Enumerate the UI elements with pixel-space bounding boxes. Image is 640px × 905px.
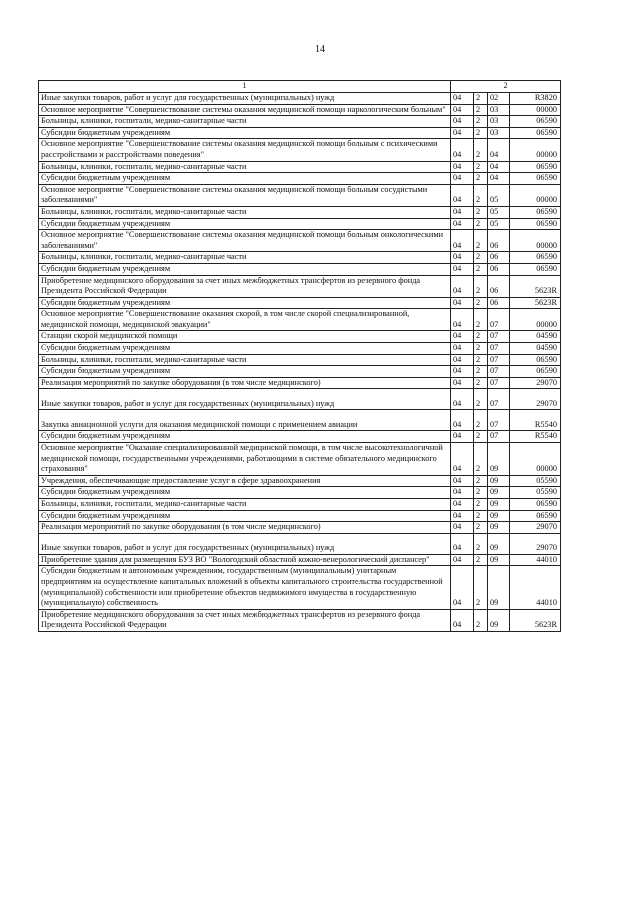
code-1: 04 xyxy=(451,366,474,378)
code-1: 04 xyxy=(451,343,474,355)
code-2: 2 xyxy=(474,343,488,355)
code-3: 09 xyxy=(488,510,510,522)
row-name: Основное мероприятие "Совершенствование системы оказания медицинской помощи наркологическим больным" xyxy=(39,104,451,116)
code-4: 29070 xyxy=(510,389,561,410)
code-3: 06 xyxy=(488,252,510,264)
code-3: 06 xyxy=(488,230,510,252)
code-3: 09 xyxy=(488,566,510,609)
code-4: 06590 xyxy=(510,366,561,378)
row-name: Субсидии бюджетным учреждениям xyxy=(39,127,451,139)
code-2: 2 xyxy=(474,431,488,443)
code-3: 07 xyxy=(488,354,510,366)
row-name: Закупка авиационной услуги для оказания медицинской помощи с применением авиации xyxy=(39,410,451,431)
code-2: 2 xyxy=(474,609,488,631)
code-2: 2 xyxy=(474,230,488,252)
table-row xyxy=(39,389,561,410)
header-codes: 2 xyxy=(451,81,561,93)
code-1: 04 xyxy=(451,161,474,173)
table-row xyxy=(39,104,561,116)
code-3: 06 xyxy=(488,263,510,275)
code-3: 09 xyxy=(488,533,510,554)
code-1: 04 xyxy=(451,331,474,343)
code-3: 04 xyxy=(488,139,510,161)
code-2: 2 xyxy=(474,297,488,309)
page-number: 14 xyxy=(315,44,325,55)
code-2: 2 xyxy=(474,139,488,161)
code-3: 03 xyxy=(488,104,510,116)
code-4: 44010 xyxy=(510,554,561,566)
table-row xyxy=(39,354,561,366)
row-name: Иные закупки товаров, работ и услуг для государственных (муниципальных) нужд xyxy=(39,93,451,105)
table-row xyxy=(39,297,561,309)
code-3: 07 xyxy=(488,377,510,389)
code-2: 2 xyxy=(474,554,488,566)
row-name: Иные закупки товаров, работ и услуг для государственных (муниципальных) нужд xyxy=(39,389,451,410)
code-3: 09 xyxy=(488,609,510,631)
code-2: 2 xyxy=(474,173,488,185)
code-2: 2 xyxy=(474,93,488,105)
row-name: Субсидии бюджетным учреждениям xyxy=(39,510,451,522)
code-1: 04 xyxy=(451,410,474,431)
table-row xyxy=(39,139,561,161)
code-4: 06590 xyxy=(510,354,561,366)
budget-table xyxy=(38,80,561,632)
table-row xyxy=(39,252,561,264)
code-1: 04 xyxy=(451,263,474,275)
table-row xyxy=(39,554,561,566)
code-4: 06590 xyxy=(510,263,561,275)
code-3: 07 xyxy=(488,389,510,410)
table-row xyxy=(39,443,561,476)
code-4: R3820 xyxy=(510,93,561,105)
code-4: 29070 xyxy=(510,377,561,389)
code-3: 06 xyxy=(488,297,510,309)
table-row xyxy=(39,116,561,128)
table-row xyxy=(39,522,561,534)
code-4: 06590 xyxy=(510,116,561,128)
code-4: 5623R xyxy=(510,275,561,297)
code-3: 03 xyxy=(488,127,510,139)
row-name: Субсидии бюджетным учреждениям xyxy=(39,173,451,185)
row-name: Больницы, клиники, госпитали, медико-санитарные части xyxy=(39,206,451,218)
code-1: 04 xyxy=(451,609,474,631)
code-3: 07 xyxy=(488,431,510,443)
table-row xyxy=(39,184,561,206)
row-name: Основное мероприятие "Совершенствование системы оказания медицинской помощи больным с психическими расстройствами и расстройствами поведения" xyxy=(39,139,451,161)
code-2: 2 xyxy=(474,389,488,410)
row-name: Субсидии бюджетным и автономным учреждениям, государственным (муниципальным) унитарным предприятиям на осуществление капитальных вложений в объекты капитального строительства государственной (муниципальной) собственности или приобретение объектов недвижимого имущества в государственную (муниципальную) собственность xyxy=(39,566,451,609)
code-4: 05590 xyxy=(510,487,561,499)
code-3: 07 xyxy=(488,309,510,331)
table-row xyxy=(39,431,561,443)
table-row xyxy=(39,475,561,487)
code-4: 29070 xyxy=(510,533,561,554)
row-name: Больницы, клиники, госпитали, медико-санитарные части xyxy=(39,116,451,128)
code-4: 04590 xyxy=(510,343,561,355)
code-1: 04 xyxy=(451,297,474,309)
code-4: 06590 xyxy=(510,510,561,522)
code-3: 05 xyxy=(488,184,510,206)
code-4: 06590 xyxy=(510,252,561,264)
table-row xyxy=(39,566,561,609)
table-row xyxy=(39,309,561,331)
table-row xyxy=(39,161,561,173)
code-1: 04 xyxy=(451,522,474,534)
table-row xyxy=(39,343,561,355)
code-2: 2 xyxy=(474,331,488,343)
code-4: 00000 xyxy=(510,309,561,331)
table-row xyxy=(39,230,561,252)
row-name: Субсидии бюджетным учреждениям xyxy=(39,263,451,275)
row-name: Субсидии бюджетным учреждениям xyxy=(39,431,451,443)
code-2: 2 xyxy=(474,443,488,476)
table-row xyxy=(39,510,561,522)
table-row xyxy=(39,377,561,389)
row-name: Приобретение медицинского оборудования за счет иных межбюджетных трансфертов из резервного фонда Президента Российской Федерации xyxy=(39,275,451,297)
code-1: 04 xyxy=(451,184,474,206)
row-name: Субсидии бюджетным учреждениям xyxy=(39,366,451,378)
row-name: Субсидии бюджетным учреждениям xyxy=(39,487,451,499)
table-body xyxy=(39,93,561,632)
code-3: 04 xyxy=(488,161,510,173)
table-row xyxy=(39,533,561,554)
code-4: 44010 xyxy=(510,566,561,609)
row-name: Реализация мероприятий по закупке оборудования (в том числе медицинского) xyxy=(39,522,451,534)
table-header-row xyxy=(39,81,561,93)
code-2: 2 xyxy=(474,522,488,534)
code-3: 07 xyxy=(488,331,510,343)
code-1: 04 xyxy=(451,554,474,566)
table-row xyxy=(39,206,561,218)
code-2: 2 xyxy=(474,104,488,116)
code-1: 04 xyxy=(451,499,474,511)
row-name: Больницы, клиники, госпитали, медико-санитарные части xyxy=(39,161,451,173)
code-3: 07 xyxy=(488,343,510,355)
code-2: 2 xyxy=(474,252,488,264)
code-4: R5540 xyxy=(510,431,561,443)
table-row xyxy=(39,263,561,275)
row-name: Иные закупки товаров, работ и услуг для государственных (муниципальных) нужд xyxy=(39,533,451,554)
row-name: Субсидии бюджетным учреждениям xyxy=(39,297,451,309)
code-2: 2 xyxy=(474,116,488,128)
code-4: 00000 xyxy=(510,230,561,252)
table-row xyxy=(39,173,561,185)
code-1: 04 xyxy=(451,252,474,264)
row-name: Основное мероприятие "Совершенствование системы оказания медицинской помощи больным онкологическими заболеваниями" xyxy=(39,230,451,252)
table-row xyxy=(39,275,561,297)
code-1: 04 xyxy=(451,206,474,218)
code-4: R5540 xyxy=(510,410,561,431)
code-2: 2 xyxy=(474,475,488,487)
header-description: 1 xyxy=(39,81,451,93)
row-name: Реализация мероприятий по закупке оборудования (в том числе медицинского) xyxy=(39,377,451,389)
code-1: 04 xyxy=(451,475,474,487)
row-name: Больницы, клиники, госпитали, медико-санитарные части xyxy=(39,354,451,366)
code-1: 04 xyxy=(451,230,474,252)
code-4: 06590 xyxy=(510,127,561,139)
code-1: 04 xyxy=(451,533,474,554)
code-2: 2 xyxy=(474,218,488,230)
row-name: Основное мероприятие "Оказание специализированной медицинской помощи, в том числе высокотехнологичной медицинской помощи, государственными учреждениями, работающими в системе обязательного медицинского страхования" xyxy=(39,443,451,476)
table-row xyxy=(39,127,561,139)
table-row xyxy=(39,609,561,631)
code-2: 2 xyxy=(474,533,488,554)
code-1: 04 xyxy=(451,487,474,499)
code-3: 09 xyxy=(488,499,510,511)
code-4: 00000 xyxy=(510,443,561,476)
row-name: Больницы, клиники, госпитали, медико-санитарные части xyxy=(39,499,451,511)
code-4: 5623R xyxy=(510,297,561,309)
code-2: 2 xyxy=(474,354,488,366)
row-name: Больницы, клиники, госпитали, медико-санитарные части xyxy=(39,252,451,264)
code-2: 2 xyxy=(474,184,488,206)
code-4: 5623R xyxy=(510,609,561,631)
code-2: 2 xyxy=(474,263,488,275)
table-row xyxy=(39,487,561,499)
code-4: 04590 xyxy=(510,331,561,343)
code-3: 06 xyxy=(488,275,510,297)
code-3: 09 xyxy=(488,475,510,487)
table-row xyxy=(39,331,561,343)
code-3: 05 xyxy=(488,218,510,230)
code-3: 04 xyxy=(488,173,510,185)
code-4: 06590 xyxy=(510,499,561,511)
code-4: 00000 xyxy=(510,104,561,116)
code-3: 09 xyxy=(488,522,510,534)
code-3: 09 xyxy=(488,554,510,566)
row-name: Учреждения, обеспечивающие предоставление услуг в сфере здравоохранения xyxy=(39,475,451,487)
code-2: 2 xyxy=(474,275,488,297)
code-3: 07 xyxy=(488,366,510,378)
code-2: 2 xyxy=(474,127,488,139)
code-1: 04 xyxy=(451,218,474,230)
code-4: 05590 xyxy=(510,475,561,487)
table-row xyxy=(39,366,561,378)
code-1: 04 xyxy=(451,443,474,476)
code-3: 09 xyxy=(488,487,510,499)
row-name: Станции скорой медицинской помощи xyxy=(39,331,451,343)
code-1: 04 xyxy=(451,173,474,185)
row-name: Основное мероприятие "Совершенствование оказания скорой, в том числе скорой специализированной, медицинской помощи, медицинской эвакуации" xyxy=(39,309,451,331)
code-1: 04 xyxy=(451,377,474,389)
row-name: Субсидии бюджетным учреждениям xyxy=(39,343,451,355)
code-1: 04 xyxy=(451,104,474,116)
code-1: 04 xyxy=(451,510,474,522)
code-1: 04 xyxy=(451,309,474,331)
code-4: 06590 xyxy=(510,218,561,230)
row-name: Субсидии бюджетным учреждениям xyxy=(39,218,451,230)
table-row xyxy=(39,93,561,105)
code-4: 06590 xyxy=(510,161,561,173)
code-1: 04 xyxy=(451,127,474,139)
table-row xyxy=(39,499,561,511)
code-1: 04 xyxy=(451,139,474,161)
code-3: 05 xyxy=(488,206,510,218)
code-2: 2 xyxy=(474,510,488,522)
code-2: 2 xyxy=(474,206,488,218)
code-4: 29070 xyxy=(510,522,561,534)
code-2: 2 xyxy=(474,309,488,331)
code-2: 2 xyxy=(474,566,488,609)
table-row xyxy=(39,218,561,230)
code-1: 04 xyxy=(451,431,474,443)
code-4: 00000 xyxy=(510,139,561,161)
code-1: 04 xyxy=(451,93,474,105)
code-4: 00000 xyxy=(510,184,561,206)
code-2: 2 xyxy=(474,366,488,378)
row-name: Приобретение медицинского оборудования за счет иных межбюджетных трансфертов из резервного фонда Президента Российской Федерации xyxy=(39,609,451,631)
code-1: 04 xyxy=(451,354,474,366)
code-2: 2 xyxy=(474,410,488,431)
code-3: 03 xyxy=(488,116,510,128)
code-2: 2 xyxy=(474,499,488,511)
row-name: Приобретение здания для размещения БУЗ ВО "Вологодский областной кожно-венерологический диспансер" xyxy=(39,554,451,566)
code-4: 06590 xyxy=(510,173,561,185)
table-row xyxy=(39,410,561,431)
code-4: 06590 xyxy=(510,206,561,218)
code-3: 07 xyxy=(488,410,510,431)
row-name: Основное мероприятие "Совершенствование системы оказания медицинской помощи больным сосудистыми заболеваниями" xyxy=(39,184,451,206)
code-2: 2 xyxy=(474,161,488,173)
code-2: 2 xyxy=(474,377,488,389)
code-1: 04 xyxy=(451,389,474,410)
code-1: 04 xyxy=(451,275,474,297)
code-1: 04 xyxy=(451,566,474,609)
code-3: 02 xyxy=(488,93,510,105)
code-1: 04 xyxy=(451,116,474,128)
code-3: 09 xyxy=(488,443,510,476)
code-2: 2 xyxy=(474,487,488,499)
